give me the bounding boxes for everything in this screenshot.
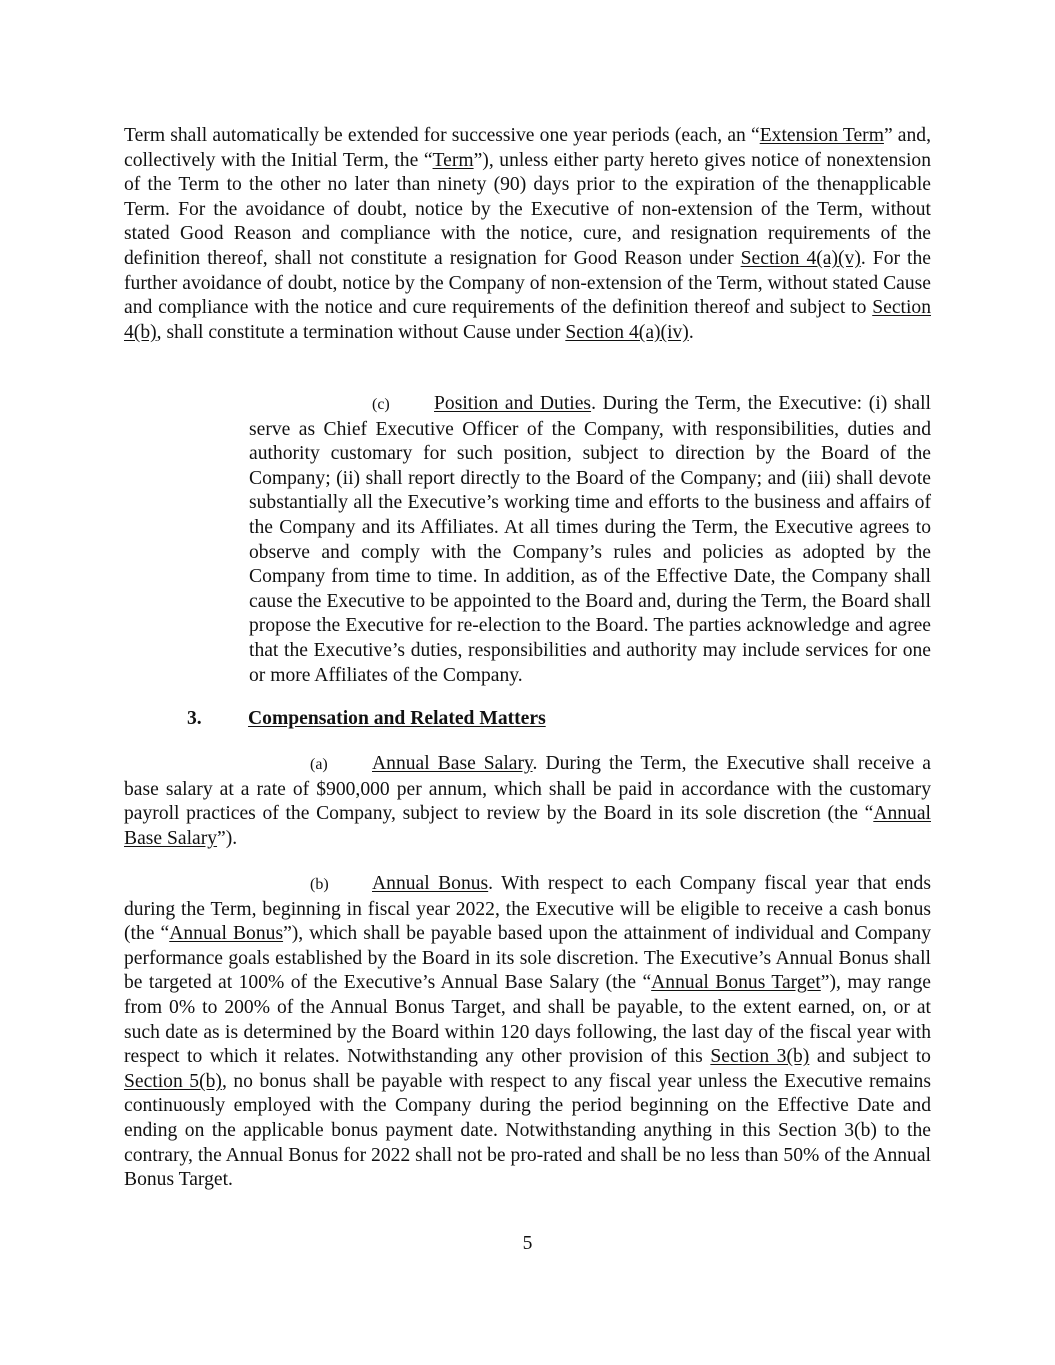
section-ref-4b: Section 4(b) [124,297,931,343]
section-ref-4a-v: Section 4(a)(v) [740,247,861,269]
position-duties-paragraph [249,392,931,688]
text-run: . During the Term, the Executive: (i) shall serve as Chief Executive Officer of the Company, with responsibilities, duties and authority customary for such position, subject to direction by the Board of the Company; (ii) shall report directly to the Board of the Company; and (iii) shall devote substantially all the Executive’s working time and efforts to the business and affairs of the Company and its Affiliates. At all times during the Term, the Executive agrees to observe and comply with the Company’s rules and policies as adopted by the Company from time to time. In addition, as of the Effective Date, the Company shall cause the Executive to be appointed to the Board and, during the Term, the Board shall propose the Executive for re-election to the Board. The parties acknowledge and agree that the Executive’s duties, responsibilities and authority may include services for one or more Affiliates of the Company. [249,393,931,686]
section-number: 3. [187,708,202,729]
defined-term-annual-bonus-target: Annual Bonus Target [651,972,821,994]
subsection-heading-annual-bonus: Annual Bonus [372,873,489,894]
term-extension-paragraph [124,124,931,345]
defined-term-annual-bonus: Annual Bonus [169,923,284,945]
page-number: 5 [522,1233,533,1254]
annual-base-salary-paragraph [124,752,931,851]
section-3-heading [187,707,927,732]
annual-bonus-paragraph [124,872,931,1193]
defined-term-extension-term: Extension Term [759,125,884,146]
text-run: ” and, collectively with the Initial Term, the “ [124,125,931,171]
text-run: ”), unless either party hereto gives notice of nonextension of the Term to the other no later than ninety (90) days prior to the expiration of the thenapplicable Term. For the avoidance of doubt, notice by the Executive of non-extension of the Term, without stated Good Reason and compliance with the notice, cure, and resignation requirements of the definition thereof, shall not constitute a resignation for Good Reason under [124,149,931,269]
text-run: ”), may range from 0% to 200% of the Annual Bonus Target, and shall be payable, to the extent earned, on, or at such date as is determined by the Board within 120 days following, the last day of the fiscal year with respect to which it relates. Notwithstanding any other provision of this [124,972,931,1068]
defined-term-term: Term [432,149,474,171]
text-run: and subject to [809,1046,931,1068]
text-run: ”). [217,827,238,849]
text-run: . During the Term, the Executive shall receive a base salary at a rate of $900,000 per annum, which shall be paid in accordance with the customary payroll practices of the Company, subject to review by the Board in its sole discretion (the “ [124,753,931,825]
section-ref-4a-iv: Section 4(a)(iv) [565,321,689,343]
defined-term-annual-base-salary: Annual Base Salary [124,803,931,849]
text-run: . With respect to each Company fiscal year that ends during the Term, beginning in fiscal year 2022, the Executive will be eligible to receive a cash bonus (the “ [124,873,931,945]
text-run: , no bonus shall be payable with respect to any fiscal year unless the Executive remains continuously employed with the Company during the period beginning on the Effective Date and ending on the applicable bonus payment date. Notwithstanding anything in this Section 3(b) to the contrary, the Annual Bonus for 2022 shall not be pro-rated and shall be no less than 50% of the Annual Bonus Target. [124,1070,931,1191]
section-ref-5b: Section 5(b) [124,1070,222,1092]
text-run: . [688,321,694,343]
subsection-heading-position-duties: Position and Duties [434,393,592,414]
subsection-label-b: (b) [310,876,329,893]
subsection-label-c: (c) [372,396,390,413]
subsection-label-a: (a) [310,756,328,773]
section-title: Compensation and Related Matters [248,708,546,729]
section-ref-3b: Section 3(b) [710,1046,810,1068]
text-run: Term shall automatically be extended for successive one year periods (each, an “ [124,125,760,146]
text-run: , shall constitute a termination without Cause under [156,321,566,343]
text-run: ”), which shall be payable based upon the attainment of individual and Company performance goals established by the Board in its sole discretion. The Executive’s Annual Bonus shall be targeted at 100% of the Executive’s Annual Base Salary (the “ [124,923,931,994]
subsection-heading-annual-base-salary: Annual Base Salary [372,753,533,774]
text-run: . For the further avoidance of doubt, notice by the Company of non-extension of the Term, without stated Cause and compliance with the notice and cure requirements of the definition thereof and subject to [124,247,931,319]
